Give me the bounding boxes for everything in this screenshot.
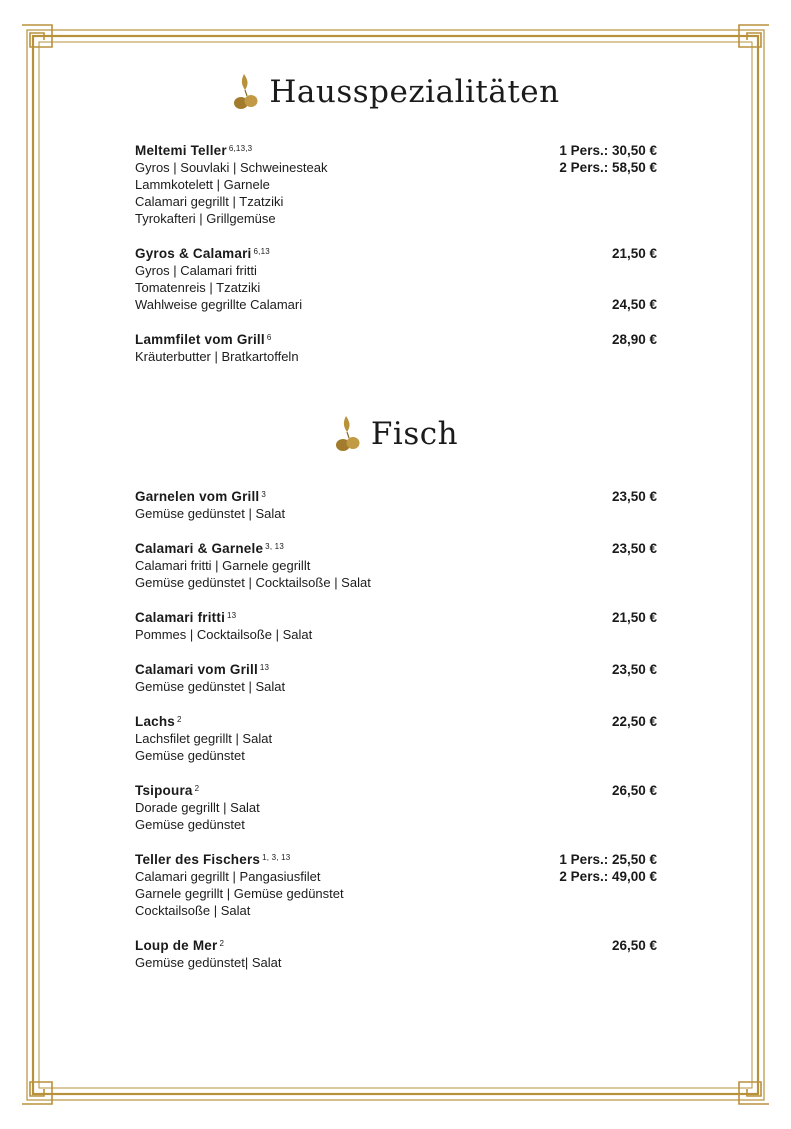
- menu-item: [135, 937, 657, 971]
- item-description: Cocktailsoße | Salat: [135, 903, 251, 918]
- item-description: Tyrokafteri | Grillgemüse: [135, 211, 276, 226]
- item-price: 22,50 €: [611, 714, 657, 729]
- item-price: 21,50 €: [611, 246, 657, 261]
- item-description: Pommes | Cocktailsoße | Salat: [135, 627, 313, 642]
- allergen-codes: 1, 3, 13: [262, 853, 291, 862]
- olive-icon: [333, 414, 363, 454]
- item-name: Calamari fritti: [135, 610, 226, 625]
- item-description: Garnele gegrillt | Gemüse gedünstet: [135, 886, 344, 901]
- item-description: Gyros | Souvlaki | Schweinesteak: [135, 160, 328, 175]
- menu-list-hausspezialitaeten: [135, 142, 657, 383]
- menu-item: [135, 713, 657, 764]
- item-price: 23,50 €: [611, 662, 657, 677]
- item-name: Lachs: [135, 714, 176, 729]
- allergen-codes: 2: [219, 939, 225, 948]
- menu-item: [135, 782, 657, 833]
- item-description: Calamari gegrillt | Pangasiusfilet: [135, 869, 321, 884]
- item-price: 23,50 €: [611, 489, 657, 504]
- item-description: Calamari gegrillt | Tzatziki: [135, 194, 284, 209]
- section-header-hausspezialitaeten: [0, 72, 791, 112]
- menu-item: [135, 661, 657, 695]
- allergen-codes: 3, 13: [265, 542, 284, 551]
- section-title: Fisch: [370, 416, 459, 452]
- item-price: 26,50 €: [611, 938, 657, 953]
- item-name: Teller des Fischers: [135, 852, 261, 867]
- item-description: Gemüse gedünstet| Salat: [135, 955, 282, 970]
- item-price: 23,50 €: [611, 541, 657, 556]
- menu-item: [135, 540, 657, 591]
- item-name: Calamari & Garnele: [135, 541, 264, 556]
- menu-item: [135, 851, 657, 919]
- item-price: 1 Pers.: 30,50 € 2 Pers.: 58,50 €: [559, 143, 657, 175]
- item-description: Calamari fritti | Garnele gegrillt: [135, 558, 311, 573]
- menu-item: [135, 142, 657, 227]
- item-price: 1 Pers.: 25,50 € 2 Pers.: 49,00 €: [559, 852, 657, 884]
- allergen-codes: 6,13,3: [228, 144, 253, 153]
- item-name: Garnelen vom Grill: [135, 489, 260, 504]
- allergen-codes: 3: [261, 490, 267, 499]
- item-description: Gemüse gedünstet | Salat: [135, 506, 286, 521]
- item-name: Gyros & Calamari: [135, 246, 252, 261]
- item-name: Tsipoura: [135, 783, 193, 798]
- item-name: Loup de Mer: [135, 938, 218, 953]
- section-title: Hausspezialitäten: [269, 74, 560, 110]
- menu-item: [135, 488, 657, 522]
- item-name: Calamari vom Grill: [135, 662, 258, 677]
- item-description: Lachsfilet gegrillt | Salat: [135, 731, 273, 746]
- allergen-codes: 13: [259, 663, 270, 672]
- menu-item: [135, 245, 657, 313]
- allergen-codes: 2: [177, 715, 182, 724]
- item-price: 21,50 €: [611, 610, 657, 625]
- item-description: Tomatenreis | Tzatziki: [135, 280, 261, 295]
- olive-icon: [231, 72, 261, 112]
- item-description: Gemüse gedünstet | Salat: [135, 679, 286, 694]
- menu-list-fisch: [135, 488, 657, 989]
- item-description: Gyros | Calamari fritti: [135, 263, 257, 278]
- item-description: Kräuterbutter | Bratkartoffeln: [135, 349, 299, 364]
- item-price: 26,50 €: [611, 783, 657, 798]
- item-description: Gemüse gedünstet: [135, 748, 245, 763]
- item-description: Gemüse gedünstet | Cocktailsoße | Salat: [135, 575, 371, 590]
- menu-item: [135, 331, 657, 365]
- item-description: Gemüse gedünstet: [135, 817, 245, 832]
- item-price: 28,90 €: [611, 332, 657, 347]
- allergen-codes: 6,13: [253, 247, 270, 256]
- item-description: Dorade gegrillt | Salat: [135, 800, 260, 815]
- section-header-fisch: [0, 414, 791, 454]
- menu-item: [135, 609, 657, 643]
- item-name: Lammfilet vom Grill: [135, 332, 265, 347]
- allergen-codes: 13: [227, 611, 237, 620]
- option-price: 24,50 €: [611, 297, 657, 312]
- item-description: Lammkotelett | Garnele: [135, 177, 270, 192]
- allergen-codes: 2: [194, 784, 200, 793]
- item-name: Meltemi Teller: [135, 143, 227, 158]
- allergen-codes: 6: [266, 333, 272, 342]
- item-option: Wahlweise gegrillte Calamari: [135, 297, 303, 312]
